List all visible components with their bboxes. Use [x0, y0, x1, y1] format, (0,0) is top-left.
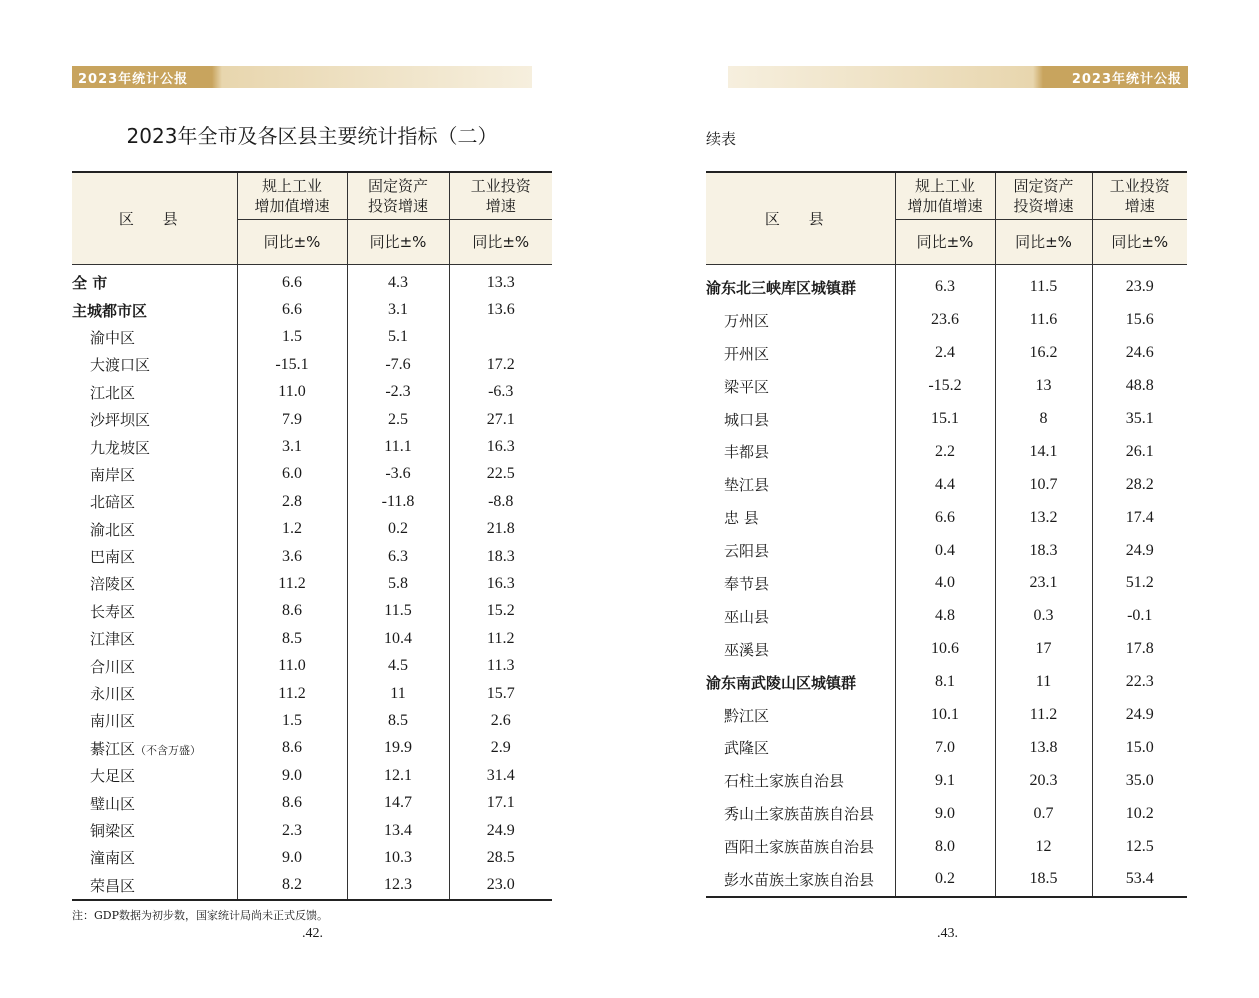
value-cell: 11.5 [995, 265, 1092, 304]
district-name: 江北区 [90, 383, 136, 402]
value-cell: 6.6 [895, 501, 995, 534]
district-name: 北碚区 [90, 493, 136, 512]
district-name: 渝北区 [90, 520, 136, 539]
value-cell: 13.2 [995, 501, 1092, 534]
value-cell: 11.1 [347, 433, 449, 460]
value-cell: 10.6 [895, 633, 995, 666]
value-cell: 20.3 [995, 764, 1092, 797]
district-name: 大渡口区 [90, 356, 151, 375]
district-name: 万州区 [724, 311, 770, 330]
district-name: 沙坪坝区 [90, 411, 151, 430]
value-cell: 8.2 [237, 872, 347, 900]
district-name: 长寿区 [90, 602, 136, 621]
value-cell: 28.5 [449, 844, 552, 871]
table-row [706, 403, 1187, 436]
report-header-text: 2023年统计公报 [78, 72, 189, 87]
right-page [630, 0, 1259, 998]
value-cell: 17 [995, 633, 1092, 666]
value-cell: 23.9 [1092, 265, 1187, 304]
district-name: 綦江区（不含万盛） [90, 739, 202, 758]
value-cell: 13.3 [449, 265, 552, 297]
value-cell: 6.3 [895, 265, 995, 304]
value-cell: 8.6 [237, 598, 347, 625]
value-cell: 22.3 [1092, 666, 1187, 699]
value-cell: 10.3 [347, 844, 449, 871]
district-name: 涪陵区 [90, 575, 136, 594]
value-cell: 2.2 [895, 435, 995, 468]
value-cell: 13.4 [347, 817, 449, 844]
district-name: 武隆区 [724, 739, 770, 758]
footnote: 注：GDP数据为初步数，国家统计局尚未正式反馈。 [72, 909, 329, 922]
value-cell: 8.5 [237, 625, 347, 652]
value-cell: 9.0 [237, 844, 347, 871]
value-cell: 3.1 [237, 433, 347, 460]
value-cell: 19.9 [347, 735, 449, 762]
district-name: 酉阳土家族苗族自治县 [724, 838, 875, 857]
value-cell: 11.2 [237, 570, 347, 597]
value-cell: 2.6 [449, 707, 552, 734]
value-cell: 2.5 [347, 406, 449, 433]
value-cell: 10.2 [1092, 797, 1187, 830]
value-cell: 22.5 [449, 461, 552, 488]
value-cell: 4.0 [895, 567, 995, 600]
value-cell: 15.6 [1092, 304, 1187, 337]
district-name: 云阳县 [724, 542, 770, 561]
value-cell: 27.1 [449, 406, 552, 433]
table-row [706, 764, 1187, 797]
value-cell: 0.2 [347, 516, 449, 543]
value-cell: -6.3 [449, 379, 552, 406]
table-row [72, 296, 552, 323]
value-cell: -0.1 [1092, 600, 1187, 633]
value-cell: 11.0 [237, 652, 347, 679]
district-name: 荣昌区 [72, 872, 237, 900]
district-name: 巴南区 [90, 548, 136, 567]
table-row [72, 543, 552, 570]
table-row [72, 625, 552, 652]
table-body [706, 265, 1187, 897]
value-cell: 11 [347, 680, 449, 707]
district-name: 江津区 [90, 630, 136, 649]
value-cell: 23.6 [895, 304, 995, 337]
value-cell: -7.6 [347, 351, 449, 378]
district-name: 渝东北三峡库区城镇群 [706, 278, 857, 297]
column-header-industrial-growth: 规上工业 增加值增速 [895, 172, 995, 220]
table-row [706, 830, 1187, 863]
value-cell: 17.2 [449, 351, 552, 378]
table-row [72, 762, 552, 789]
value-cell: 11.6 [995, 304, 1092, 337]
value-cell: 14.1 [995, 435, 1092, 468]
column-header-industrial-growth: 规上工业 增加值增速 [237, 172, 347, 220]
value-cell: 5.1 [347, 324, 449, 351]
value-cell: 12.5 [1092, 830, 1187, 863]
table-row [72, 872, 552, 900]
value-cell: 10.4 [347, 625, 449, 652]
table-row [706, 567, 1187, 600]
table-row [72, 570, 552, 597]
table-row [706, 863, 1187, 897]
value-cell: 21.8 [449, 516, 552, 543]
value-cell: 51.2 [1092, 567, 1187, 600]
table-row [72, 406, 552, 433]
table-row [72, 844, 552, 871]
stats-table [706, 171, 1187, 898]
value-cell: 2.3 [237, 817, 347, 844]
value-cell: 16.3 [449, 570, 552, 597]
table-row [706, 337, 1187, 370]
value-cell: -3.6 [347, 461, 449, 488]
table-row [72, 707, 552, 734]
value-cell: 15.0 [1092, 731, 1187, 764]
district-name: 渝东南武陵山区城镇群 [706, 673, 857, 692]
value-cell: 11.3 [449, 652, 552, 679]
district-name: 开州区 [724, 344, 770, 363]
district-name: 秀山土家族苗族自治县 [724, 805, 875, 824]
value-cell: 9.0 [895, 797, 995, 830]
value-cell: 12 [995, 830, 1092, 863]
value-cell: 8.6 [237, 735, 347, 762]
value-cell: 17.8 [1092, 633, 1187, 666]
district-name: 石柱土家族自治县 [724, 772, 845, 791]
value-cell: 31.4 [449, 762, 552, 789]
value-cell: 2.8 [237, 488, 347, 515]
value-cell: 8 [995, 403, 1092, 436]
table-title: 2023年全市及各区县主要统计指标（二） [126, 124, 498, 148]
value-cell: 9.0 [237, 762, 347, 789]
unit-header: 同比±% [237, 220, 347, 265]
value-cell: 48.8 [1092, 370, 1187, 403]
value-cell: 24.9 [1092, 699, 1187, 732]
unit-header: 同比±% [449, 220, 552, 265]
value-cell: 11.5 [347, 598, 449, 625]
table-row [72, 324, 552, 351]
table-row [72, 265, 552, 297]
value-cell: 17.4 [1092, 501, 1187, 534]
table-row [706, 435, 1187, 468]
district-name: 渝中区 [90, 328, 136, 347]
value-cell: 28.2 [1092, 468, 1187, 501]
value-cell: 5.8 [347, 570, 449, 597]
district-name: 大足区 [90, 767, 136, 786]
value-cell: 15.7 [449, 680, 552, 707]
value-cell: 17.1 [449, 789, 552, 816]
report-header-band [728, 66, 1188, 88]
value-cell: 2.4 [895, 337, 995, 370]
value-cell: 10.7 [995, 468, 1092, 501]
table-row [706, 468, 1187, 501]
column-header-industrial-investment: 工业投资 增速 [1092, 172, 1187, 220]
value-cell: -15.1 [237, 351, 347, 378]
value-cell: 3.1 [347, 296, 449, 323]
value-cell: 16.3 [449, 433, 552, 460]
table-row [72, 461, 552, 488]
value-cell: 13.8 [995, 731, 1092, 764]
value-cell: 6.6 [237, 265, 347, 297]
value-cell: 23.1 [995, 567, 1092, 600]
value-cell: 11.2 [995, 699, 1092, 732]
value-cell: 4.4 [895, 468, 995, 501]
table-row [706, 304, 1187, 337]
value-cell: 23.0 [449, 872, 552, 900]
value-cell: 7.0 [895, 731, 995, 764]
district-name: 铜梁区 [90, 822, 136, 840]
value-cell: 10.1 [895, 699, 995, 732]
value-cell: 15.2 [449, 598, 552, 625]
table-row [706, 534, 1187, 567]
value-cell [449, 324, 552, 351]
value-cell: 9.1 [895, 764, 995, 797]
table-row [706, 666, 1187, 699]
report-header-text: 2023年统计公报 [1071, 72, 1182, 87]
value-cell: 18.3 [995, 534, 1092, 567]
table-body [72, 265, 552, 900]
table-row [72, 598, 552, 625]
district-name: 合川区 [90, 657, 136, 676]
table-row [706, 501, 1187, 534]
value-cell: 1.2 [237, 516, 347, 543]
district-name: 奉节县 [724, 574, 770, 593]
table-row [72, 817, 552, 844]
value-cell: 18.5 [995, 863, 1092, 897]
district-name: 巫溪县 [724, 640, 770, 659]
value-cell: 13 [995, 370, 1092, 403]
table-row [72, 488, 552, 515]
district-column-header: 区 县 [72, 172, 237, 265]
district-name: 城口县 [724, 410, 770, 429]
value-cell: 4.5 [347, 652, 449, 679]
value-cell: 26.1 [1092, 435, 1187, 468]
value-cell: 0.7 [995, 797, 1092, 830]
continued-label: 续表 [706, 130, 737, 148]
unit-header: 同比±% [347, 220, 449, 265]
value-cell: 13.6 [449, 296, 552, 323]
table-row [72, 516, 552, 543]
table-row [706, 699, 1187, 732]
value-cell: 18.3 [449, 543, 552, 570]
district-name: 南川区 [90, 712, 136, 731]
report-header-band [72, 66, 532, 88]
district-name: 主城都市区 [72, 301, 148, 320]
table-row [706, 370, 1187, 403]
value-cell: 16.2 [995, 337, 1092, 370]
value-cell: 7.9 [237, 406, 347, 433]
district-name: 潼南区 [90, 849, 136, 868]
table-row [72, 433, 552, 460]
column-header-fixed-investment: 固定资产 投资增速 [347, 172, 449, 220]
value-cell: 0.3 [995, 600, 1092, 633]
district-name: 黔江区 [724, 706, 770, 725]
table-row [72, 379, 552, 406]
district-name: 九龙坡区 [90, 438, 151, 457]
value-cell: -2.3 [347, 379, 449, 406]
value-cell: 0.4 [895, 534, 995, 567]
value-cell: 35.0 [1092, 764, 1187, 797]
value-cell: 24.9 [449, 817, 552, 844]
value-cell: 6.0 [237, 461, 347, 488]
unit-header: 同比±% [995, 220, 1092, 265]
table-row [72, 351, 552, 378]
district-name: 巫山县 [724, 607, 770, 626]
district-name: 梁平区 [724, 377, 770, 396]
value-cell: 4.8 [895, 600, 995, 633]
district-name: 璧山区 [90, 794, 136, 813]
district-name: 彭水苗族土家族自治县 [706, 863, 895, 897]
value-cell: 1.5 [237, 324, 347, 351]
table-row [706, 633, 1187, 666]
table-row [706, 265, 1187, 304]
value-cell: 35.1 [1092, 403, 1187, 436]
table-row [72, 789, 552, 816]
district-name: 全 市 [72, 274, 108, 293]
value-cell: 11.0 [237, 379, 347, 406]
unit-header: 同比±% [1092, 220, 1187, 265]
table-row [706, 797, 1187, 830]
value-cell: -11.8 [347, 488, 449, 515]
value-cell: -15.2 [895, 370, 995, 403]
value-cell: -8.8 [449, 488, 552, 515]
district-name: 垫江县 [724, 476, 770, 495]
table-row [72, 680, 552, 707]
value-cell: 2.9 [449, 735, 552, 762]
value-cell: 11.2 [237, 680, 347, 707]
value-cell: 8.0 [895, 830, 995, 863]
value-cell: 24.9 [1092, 534, 1187, 567]
district-name: 永川区 [90, 685, 136, 704]
value-cell: 1.5 [237, 707, 347, 734]
value-cell: 8.1 [895, 666, 995, 699]
district-name: 南岸区 [90, 465, 136, 484]
value-cell: 4.3 [347, 265, 449, 297]
table-row [706, 600, 1187, 633]
value-cell: 11 [995, 666, 1092, 699]
unit-header: 同比±% [895, 220, 995, 265]
value-cell: 53.4 [1092, 863, 1187, 897]
value-cell: 6.3 [347, 543, 449, 570]
value-cell: 8.6 [237, 789, 347, 816]
district-column-header: 区 县 [706, 172, 895, 265]
column-header-industrial-investment: 工业投资 增速 [449, 172, 552, 220]
value-cell: 24.6 [1092, 337, 1187, 370]
table-row [706, 731, 1187, 764]
stats-table [72, 171, 552, 901]
value-cell: 3.6 [237, 543, 347, 570]
value-cell: 14.7 [347, 789, 449, 816]
value-cell: 12.1 [347, 762, 449, 789]
table-row [72, 735, 552, 762]
table-row [72, 652, 552, 679]
district-name: 忠 县 [724, 509, 759, 528]
district-name: 丰都县 [724, 443, 770, 462]
value-cell: 15.1 [895, 403, 995, 436]
value-cell: 6.6 [237, 296, 347, 323]
page-number: .42. [302, 926, 323, 941]
page-number: .43. [937, 926, 958, 941]
value-cell: 8.5 [347, 707, 449, 734]
column-header-fixed-investment: 固定资产 投资增速 [995, 172, 1092, 220]
value-cell: 0.2 [895, 863, 995, 897]
value-cell: 11.2 [449, 625, 552, 652]
value-cell: 12.3 [347, 872, 449, 900]
